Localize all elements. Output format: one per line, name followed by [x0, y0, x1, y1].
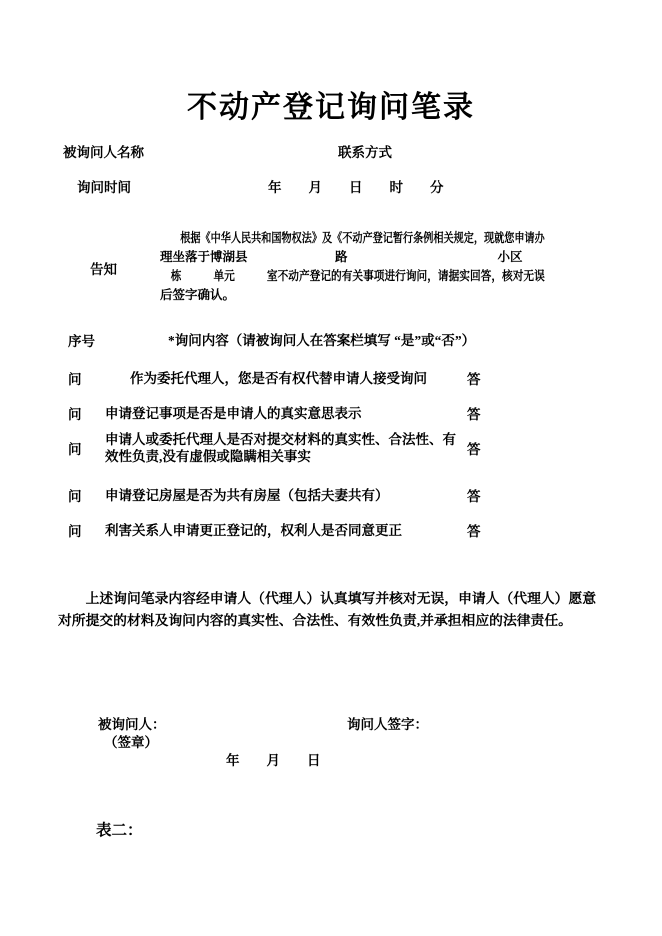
- question-header-row: [68, 330, 628, 350]
- question-ask-label: 问: [68, 407, 82, 422]
- question-ask-label: 问: [68, 372, 82, 387]
- notice-label: 告知: [90, 262, 117, 277]
- inquirer-signature-label: 询问人签字：: [347, 717, 428, 732]
- content-header-label: *询问内容（请被询问人在答案栏填写 “是”或“否”）: [168, 332, 476, 348]
- question-text: 申请登记事项是否是申请人的真实意思表示: [105, 405, 362, 421]
- question-row: [68, 431, 628, 465]
- question-answer-label: 答: [467, 524, 481, 539]
- question-text: 利害关系人申请更正登记的，权利人是否同意更正: [105, 522, 402, 538]
- contact-label: 联系方式: [338, 145, 392, 160]
- page-title: 不动产登记询问笔录: [187, 91, 475, 124]
- seal-label: （签章）: [104, 735, 158, 750]
- question-row: [68, 368, 628, 388]
- inquiry-time-date-template: 年 月 日 时 分: [268, 180, 444, 195]
- question-row: [68, 403, 628, 423]
- serial-header-label: 序号: [68, 334, 95, 349]
- question-answer-label: 答: [467, 489, 481, 504]
- question-row: [68, 520, 628, 540]
- question-ask-label: 问: [68, 442, 82, 457]
- signature-date-template: 年 月 日: [226, 753, 321, 768]
- notice-line: 后签字确认。: [160, 288, 236, 302]
- question-text: 申请登记房屋是否为共有房屋（包括夫妻共有）: [105, 487, 389, 503]
- notice-line: 根据《中华人民共和国物权法》及《不动产登记暂行条例相关规定，现就您申请办: [160, 231, 545, 245]
- question-ask-label: 问: [68, 524, 82, 539]
- notice-paragraph: [160, 229, 560, 305]
- table-two-label: 表二：: [96, 822, 143, 839]
- question-text: 作为委托代理人，您是否有权代替申请人接受询问: [130, 370, 427, 386]
- question-answer-label: 答: [467, 442, 481, 457]
- respondent-signature-label: 被询问人：: [98, 717, 166, 732]
- declaration-paragraph: 上述询问笔录内容经申请人（代理人）认真填写并核对无误，申请人（代理人）愿意对所提交的材料及询问内容的真实性、合法性、有效性负责,并承担相应的法律责任。: [58, 591, 597, 628]
- question-answer-label: 答: [467, 372, 481, 387]
- question-ask-label: 问: [68, 489, 82, 504]
- question-answer-label: 答: [467, 407, 481, 422]
- inquiry-time-label: 询问时间: [77, 180, 131, 195]
- question-row: [68, 485, 628, 505]
- respondent-name-label: 被询问人名称: [63, 145, 144, 160]
- notice-line: 栋 单元 室不动产登记的有关事项进行询问，请据实回答，核对无误: [160, 269, 545, 283]
- notice-line: 理坐落于博湖县 路 小区: [160, 250, 523, 264]
- question-text: 申请人或委托代理人是否对提交材料的真实性、合法性、有效性负责,没有虚假或隐瞒相关事实: [105, 432, 456, 464]
